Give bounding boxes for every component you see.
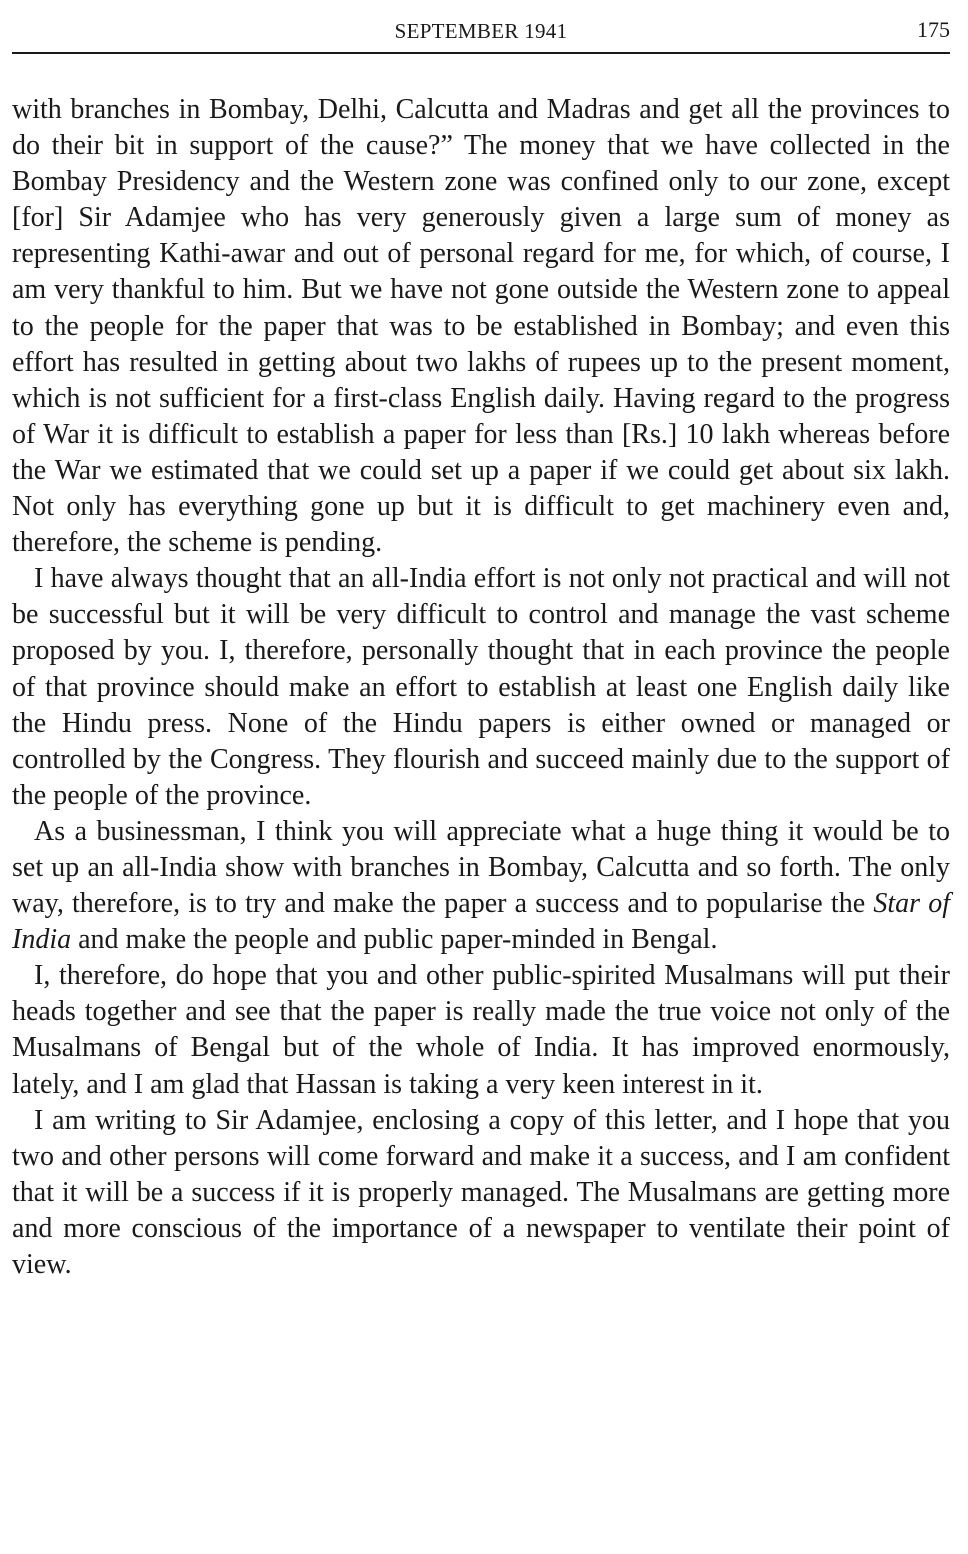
paragraph-public-spirited bbox=[12, 958, 950, 1102]
paragraph-text: and make the people and public paper-minded in Bengal. bbox=[71, 924, 718, 956]
newspaper-title: Star of India bbox=[12, 888, 950, 956]
running-header bbox=[12, 10, 950, 54]
running-title: SEPTEMBER 1941 bbox=[394, 19, 568, 43]
paragraph-text: I, therefore, do hope that you and other public-spirited Musalmans will put their heads together and see that the paper is really made the true voice not only of the Musalmans of Bengal but of the whole of India. It has improved enormously, lately, and I am glad that Hassan is taking a very keen interest in it. bbox=[12, 960, 950, 1100]
paragraph-all-india-effort bbox=[12, 561, 950, 814]
paragraph-text: I am writing to Sir Adamjee, enclosing a copy of this letter, and I hope that you two and other persons will come forward and make it a success, and I am confident that it will be a success if it is properly managed. The Musalmans are getting more and more conscious of the importance of a newspaper to ventilate their point of view. bbox=[12, 1104, 950, 1280]
paragraph-businessman bbox=[12, 814, 950, 958]
paragraph-text: As a businessman, I think you will appreciate what a huge thing it would be to set up an all-India show with branches in Bombay, Calcutta and so forth. The only way, therefore, is to try and make the paper a success and to popularise the bbox=[12, 815, 950, 920]
paragraph-text: with branches in Bombay, Delhi, Calcutta and Madras and get all the provinces to do their bit in support of the cause?” The money that we have collected in the Bombay Presidency and the Western zone was confined only to our zone, except [for] Sir Adamjee who has very generously given a large sum of money as representing Kathi-awar and out of personal regard for me, for which, of course, I am very thankful to him. But we have not gone outside the Western zone to appeal to the people for the paper that was to be established in Bombay; and even this effort has resulted in getting about two lakhs of rupees up to the present moment, which is not sufficient for a first-class English daily. Having regard to the progress of War it is difficult to establish a paper for less than [Rs.] 10 lakh whereas before the War we estimated that we could set up a paper if we could get about six lakh. Not only has everything gone up but it is difficult to get machinery even and, therefore, the scheme is pending. bbox=[12, 94, 950, 559]
paragraph-continuation bbox=[12, 92, 950, 561]
paragraph-sir-adamjee bbox=[12, 1103, 950, 1283]
paragraph-text: I have always thought that an all-India effort is not only not practical and will not be successful but it will be very difficult to control and manage the vast scheme proposed by you. I, therefore, personally thought that in each province the people of that province should make an effort to establish at least one English daily like the Hindu press. None of the Hindu papers is either owned or managed or controlled by the Congress. They flourish and succeed mainly due to the support of the people of the province. bbox=[12, 563, 950, 811]
page-number: 175 bbox=[917, 17, 950, 42]
letter-body bbox=[12, 92, 950, 1283]
